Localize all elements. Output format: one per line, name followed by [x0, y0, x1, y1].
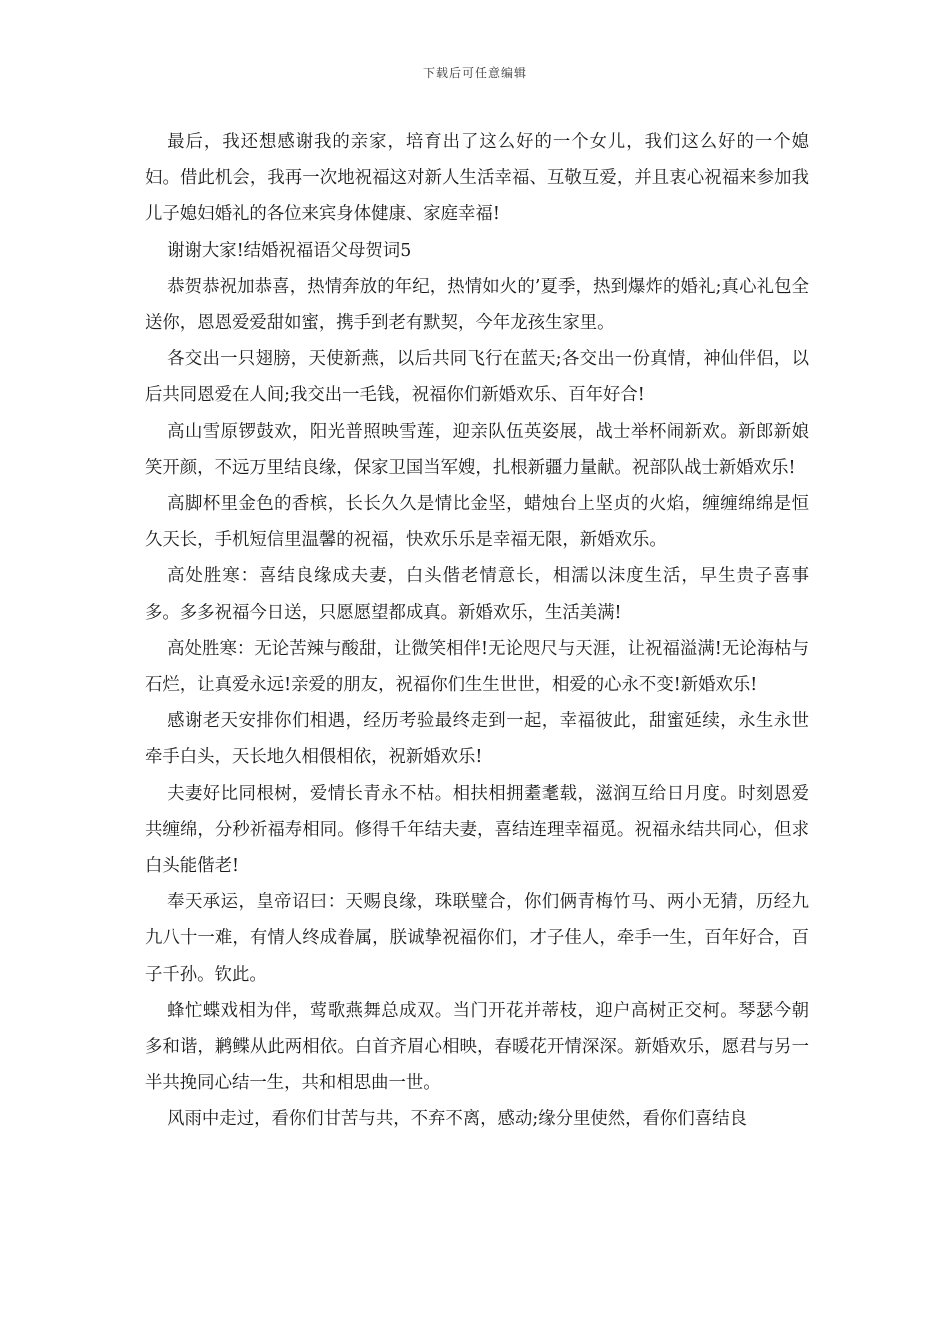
paragraph: 高处胜寒：喜结良缘成夫妻，白头偕老情意长，相濡以沫度生活，早生贵子喜事多。多多祝福今日送，只愿愿望都成真。新婚欢乐，生活美满! [145, 566, 809, 623]
document-body [145, 124, 809, 1138]
paragraph: 恭贺恭祝加恭喜，热情奔放的年纪，热情如火的’夏季，热到爆炸的婚礼;真心礼包全送你，恩恩爱爱甜如蜜，携手到老有默契，今年龙孩生家里。 [145, 276, 809, 334]
paragraph: 风雨中走过，看你们甘苦与共，不弃不离，感动;缘分里使然，看你们喜结良 [167, 1109, 747, 1130]
paragraph: 夫妻好比同根树，爱情长青永不枯。相扶相拥耋耄载，滋润互给日月度。时刻恩爱共缠绵，分秒祈福寿相同。修得千年结夫妻，喜结连理幸福觅。祝福永结共同心，但求白头能偕老! [145, 783, 809, 877]
paragraph: 奉天承运，皇帝诏曰：天赐良缘，珠联璧合，你们俩青梅竹马、两小无猜，历经九九八十一难，有情人终成眷属，朕诚挚祝福你们，才子佳人，牵手一生，百年好合，百子千孙。钦此。 [145, 892, 809, 985]
paragraph: 最后，我还想感谢我的亲家，培育出了这么好的一个女儿，我们这么好的一个媳妇。借此机会，我再一次地祝福这对新人生活幸福、互敬互爱，并且衷心祝福来参加我儿子媳妇婚礼的各位来宾身体健康、家庭幸福! [145, 132, 809, 225]
paragraph: 谢谢大家!结婚祝福语父母贺词5 [167, 240, 412, 261]
paragraph: 蜂忙蝶戏相为伴，莺歌燕舞总成双。当门开花并蒂枝，迎户高树正交柯。琴瑟今朝多和谐，鹣鲽从此两相依。白首齐眉心相映，春暖花开情深深。新婚欢乐，愿君与另一半共挽同心结一生，共和相思曲一世。 [145, 1000, 809, 1094]
paragraph: 各交出一只翅膀，天使新燕，以后共同飞行在蓝天;各交出一份真情，神仙伴侣，以后共同恩爱在人间;我交出一毛钱，祝福你们新婚欢乐、百年好合! [145, 349, 809, 406]
paragraph: 高脚杯里金色的香槟，长长久久是情比金坚，蜡烛台上坚贞的火焰，缠缠绵绵是恒久天长，手机短信里温馨的祝福，快欢乐乐是幸福无限，新婚欢乐。 [145, 494, 809, 551]
paragraph: 高处胜寒：无论苦辣与酸甜，让微笑相伴!无论咫尺与天涯，让祝福溢满!无论海枯与石烂，让真爱永远!亲爱的朋友，祝福你们生生世世，相爱的心永不变!新婚欢乐! [145, 638, 809, 696]
page-header: 下载后可任意编辑 [422, 66, 527, 80]
paragraph: 高山雪原锣鼓欢，阳光普照映雪莲，迎亲队伍英姿展，战士举杯闹新欢。新郎新娘笑开颜，不远万里结良缘，保家卫国当军嫂，扎根新疆力量献。祝部队战士新婚欢乐! [145, 421, 809, 478]
paragraph: 感谢老天安排你们相遇，经历考验最终走到一起，幸福彼此，甜蜜延续，永生永世牵手白头，天长地久相偎相依，祝新婚欢乐! [145, 711, 809, 768]
